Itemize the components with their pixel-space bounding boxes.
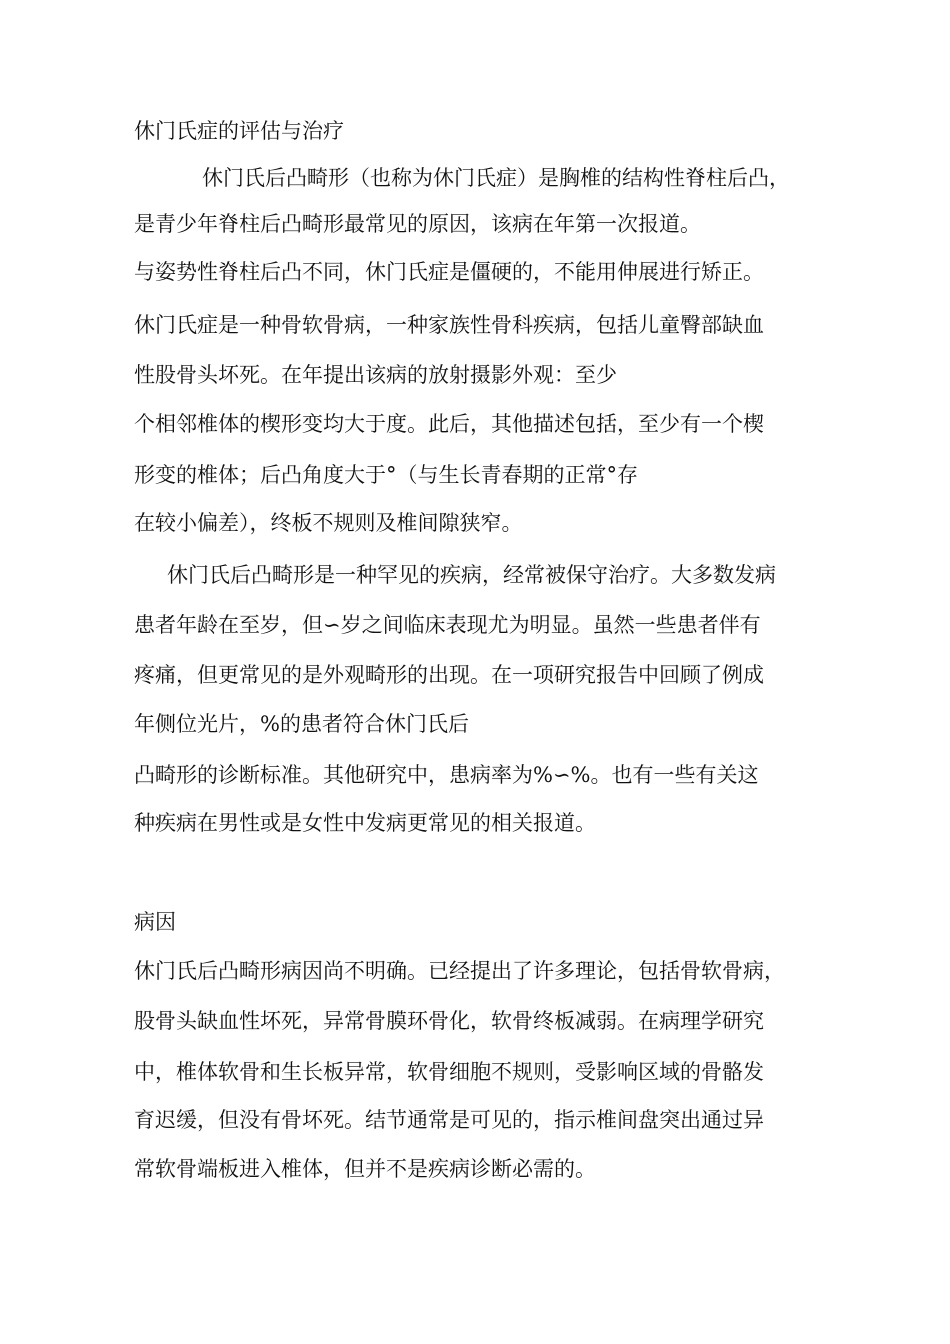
intro-line: 形变的椎体；后凸角度大于°（与生长青春期的正常°存 bbox=[134, 463, 638, 487]
document-title: 休门氏症的评估与治疗 bbox=[134, 119, 344, 143]
epidemiology-line: 凸畸形的诊断标准。其他研究中，患病率为%∽%。也有一些有关这 bbox=[134, 763, 759, 787]
etiology-line: 中，椎体软骨和生长板异常，软骨细胞不规则，受影响区域的骨骼发 bbox=[134, 1060, 764, 1084]
epidemiology-line: 患者年龄在至岁，但∽岁之间临床表现尤为明显。虽然一些患者伴有 bbox=[134, 613, 761, 637]
etiology-line: 休门氏后凸畸形病因尚不明确。已经提出了许多理论，包括骨软骨病， bbox=[134, 959, 785, 983]
epidemiology-line: 休门氏后凸畸形是一种罕见的疾病，经常被保守治疗。大多数发病 bbox=[167, 563, 776, 587]
epidemiology-line: 种疾病在男性或是女性中发病更常见的相关报道。 bbox=[134, 811, 596, 835]
intro-line: 性股骨头坏死。在年提出该病的放射摄影外观：至少 bbox=[134, 363, 617, 387]
intro-line: 个相邻椎体的楔形变均大于度。此后，其他描述包括，至少有一个楔 bbox=[134, 412, 764, 436]
section-heading-etiology: 病因 bbox=[134, 910, 176, 934]
etiology-line: 股骨头缺血性坏死，异常骨膜环骨化，软骨终板减弱。在病理学研究 bbox=[134, 1009, 764, 1033]
etiology-line: 育迟缓，但没有骨坏死。结节通常是可见的，指示椎间盘突出通过异 bbox=[134, 1108, 764, 1132]
intro-line: 与姿势性脊柱后凸不同，休门氏症是僵硬的，不能用伸展进行矫正。 bbox=[134, 260, 764, 284]
intro-line: 在较小偏差），终板不规则及椎间隙狭窄。 bbox=[134, 511, 523, 535]
etiology-line: 常软骨端板进入椎体，但并不是疾病诊断必需的。 bbox=[134, 1157, 596, 1181]
epidemiology-line: 年侧位光片，%的患者符合休门氏后 bbox=[134, 712, 469, 736]
intro-line: 是青少年脊柱后凸畸形最常见的原因，该病在年第一次报道。 bbox=[134, 212, 701, 236]
intro-line: 休门氏后凸畸形（也称为休门氏症）是胸椎的结构性脊柱后凸， bbox=[202, 166, 790, 190]
epidemiology-line: 疼痛，但更常见的是外观畸形的出现。在一项研究报告中回顾了例成 bbox=[134, 663, 764, 687]
intro-line: 休门氏症是一种骨软骨病，一种家族性骨科疾病，包括儿童臀部缺血 bbox=[134, 313, 764, 337]
